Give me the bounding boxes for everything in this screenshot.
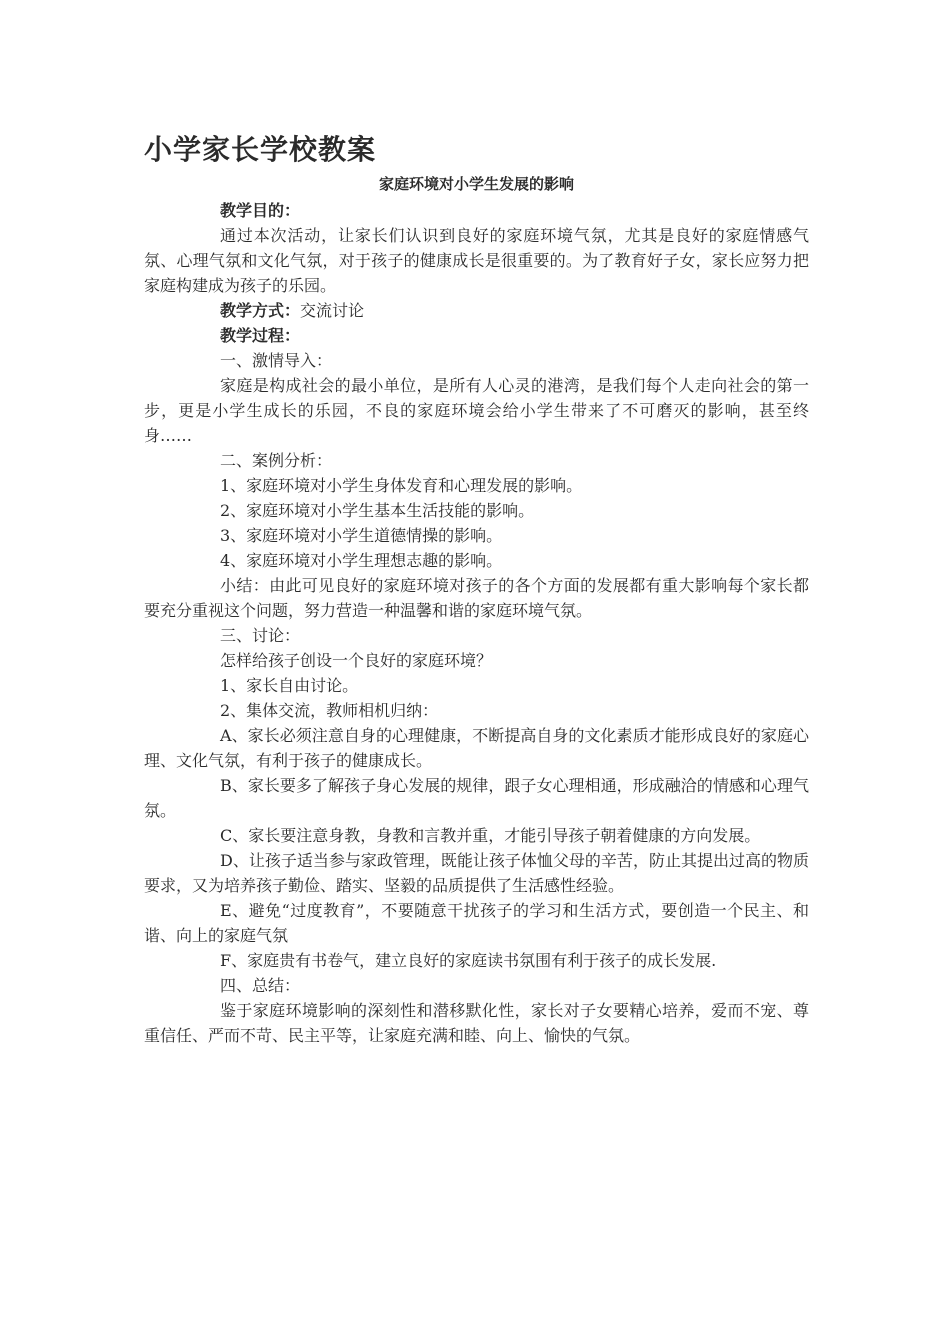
objective-label: 教学目的： [220, 201, 301, 220]
section3-step-2: 2、集体交流，教师相机归纳： [220, 701, 439, 720]
objective-heading [144, 198, 809, 223]
document-subtitle: 家庭环境对小学生发展的影响 [378, 175, 574, 193]
document-title: 小学家长学校教案 [144, 133, 377, 166]
section3-question: 怎样给孩子创设一个良好的家庭环境？ [220, 651, 493, 670]
discussion-point: E、避免“过度教育”，不要随意干扰孩子的学习和生活方式，要创造一个民主、和谐、向上的家庭气氛 [144, 901, 809, 945]
process-label: 教学过程： [220, 326, 301, 345]
discussion-point: D、让孩子适当参与家政管理，既能让孩子体恤父母的辛苦，防止其提出过高的物质要求，又为培养孩子勤俭、踏实、坚毅的品质提供了生活感性经验。 [144, 851, 809, 895]
section1-paragraph: 家庭是构成社会的最小单位，是所有人心灵的港湾，是我们每个人走向社会的第一步，更是小学生成长的乐园，不良的家庭环境会给小学生带来了不可磨灭的影响，甚至终身…… [144, 376, 809, 445]
case-item: 1、家庭环境对小学生身体发育和心理发展的影响。 [220, 476, 583, 495]
case-item: 2、家庭环境对小学生基本生活技能的影响。 [220, 501, 535, 520]
discussion-point: A、家长必须注意自身的心理健康，不断提高自身的文化素质才能形成良好的家庭心理、文化气氛，有利于孩子的健康成长。 [144, 726, 809, 770]
section3-heading: 三、讨论： [220, 626, 301, 645]
case-item: 3、家庭环境对小学生道德情操的影响。 [220, 526, 503, 545]
process-heading [144, 323, 809, 348]
document-body [144, 128, 809, 1048]
section2-summary: 小结：由此可见良好的家庭环境对孩子的各个方面的发展都有重大影响每个家长都要充分重视这个问题，努力营造一种温馨和谐的家庭环境气氛。 [144, 576, 809, 620]
method-label: 教学方式： [220, 301, 301, 320]
section1-heading: 一、激情导入： [220, 351, 333, 370]
section3-step-1: 1、家长自由讨论。 [220, 676, 359, 695]
section2-heading: 二、案例分析： [220, 451, 333, 470]
section4-heading: 四、总结： [220, 976, 301, 995]
method-value: 交流讨论 [300, 301, 365, 320]
section4-paragraph: 鉴于家庭环境影响的深刻性和潜移默化性，家长对子女要精心培养，爱而不宠、尊重信任、严而不苛、民主平等，让家庭充满和睦、向上、愉快的气氛。 [144, 1001, 809, 1045]
method-line [144, 298, 809, 323]
objective-paragraph: 通过本次活动，让家长们认识到良好的家庭环境气氛，尤其是良好的家庭情感气氛、心理气氛和文化气氛，对于孩子的健康成长是很重要的。为了教育好子女，家长应努力把家庭构建成为孩子的乐园。 [144, 226, 809, 295]
discussion-point: C、家长要注意身教，身教和言教并重，才能引导孩子朝着健康的方向发展。 [220, 826, 761, 845]
discussion-point: B、家长要多了解孩子身心发展的规律，跟子女心理相通，形成融洽的情感和心理气氛。 [144, 776, 809, 820]
case-item: 4、家庭环境对小学生理想志趣的影响。 [220, 551, 503, 570]
discussion-point: F、家庭贵有书卷气，建立良好的家庭读书氛围有利于孩子的成长发展. [220, 951, 717, 970]
